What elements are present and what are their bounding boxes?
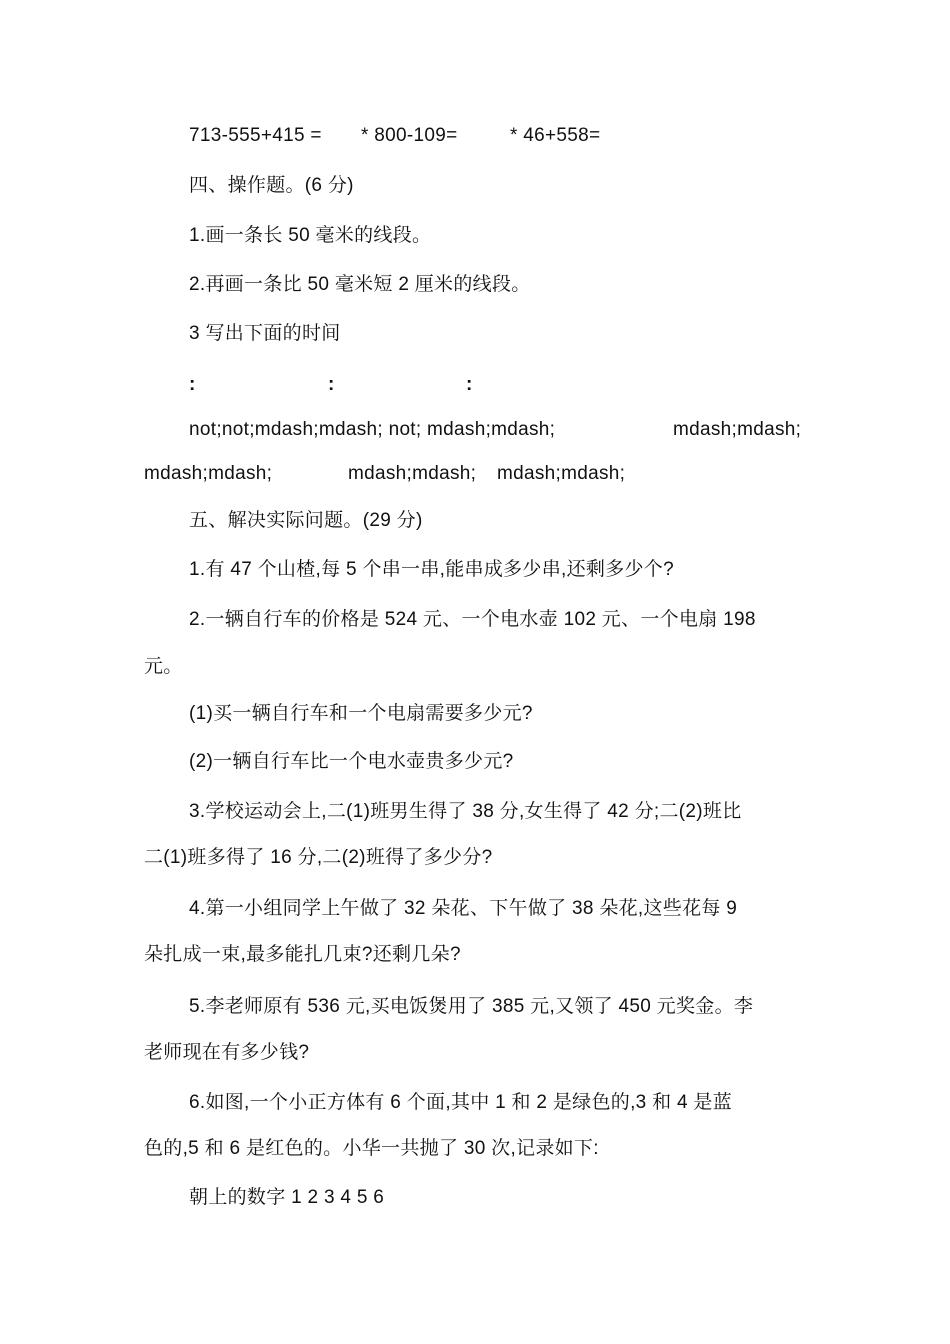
question-4-line-1: 4.第一小组同学上午做了 32 朵花、下午做了 38 朵花,这些花每 9: [189, 898, 738, 919]
time-colon: :: [189, 374, 196, 395]
question-2-line-2: 元。: [144, 656, 183, 677]
question-2-sub-1: (1)买一辆自行车和一个电扇需要多少元?: [189, 703, 533, 724]
section-5-title: 五、解决实际问题。(29 分): [189, 510, 423, 531]
question-6-line-2: 色的,5 和 6 是红色的。小华一共抛了 30 次,记录如下:: [144, 1138, 599, 1159]
garbled-text-row-2-a: mdash;mdash;: [144, 463, 273, 484]
question-2-sub-2: (2)一辆自行车比一个电水壶贵多少元?: [189, 751, 514, 772]
section-4-title: 四、操作题。(6 分): [189, 175, 354, 196]
question-1: 1.有 47 个山楂,每 5 个串一串,能串成多少串,还剩多少个?: [189, 559, 674, 580]
question-5-line-1: 5.李老师原有 536 元,买电饭煲用了 385 元,又领了 450 元奖金。李: [189, 996, 754, 1017]
question-2-line-1: 2.一辆自行车的价格是 524 元、一个电水壶 102 元、一个电扇 198: [189, 609, 756, 630]
calc-expression-2: * 800-109=: [361, 125, 458, 146]
garbled-text-row-1-left: not;not;mdash;mdash; not; mdash;mdash;: [189, 419, 556, 440]
calc-expression-1: 713-555+415 =: [189, 125, 322, 146]
question-3-line-2: 二(1)班多得了 16 分,二(2)班得了多少分?: [144, 847, 493, 868]
garbled-text-row-2-b: mdash;mdash;: [348, 463, 477, 484]
garbled-text-row-1-right: mdash;mdash;: [673, 419, 802, 440]
garbled-text-row-2-c: mdash;mdash;: [497, 463, 626, 484]
operation-1: 1.画一条长 50 毫米的线段。: [189, 225, 432, 246]
time-colon: :: [466, 374, 473, 395]
question-6-line-1: 6.如图,一个小正方体有 6 个面,其中 1 和 2 是绿色的,3 和 4 是蓝: [189, 1092, 733, 1113]
question-5-line-2: 老师现在有多少钱?: [144, 1042, 310, 1063]
time-colon: :: [328, 374, 335, 395]
operation-3: 3 写出下面的时间: [189, 323, 341, 344]
calc-expression-3: * 46+558=: [510, 125, 601, 146]
operation-2: 2.再画一条比 50 毫米短 2 厘米的线段。: [189, 274, 531, 295]
question-6-table-header: 朝上的数字 1 2 3 4 5 6: [189, 1187, 385, 1208]
question-4-line-2: 朵扎成一束,最多能扎几束?还剩几朵?: [144, 944, 461, 965]
question-3-line-1: 3.学校运动会上,二(1)班男生得了 38 分,女生得了 42 分;二(2)班比: [189, 801, 742, 822]
